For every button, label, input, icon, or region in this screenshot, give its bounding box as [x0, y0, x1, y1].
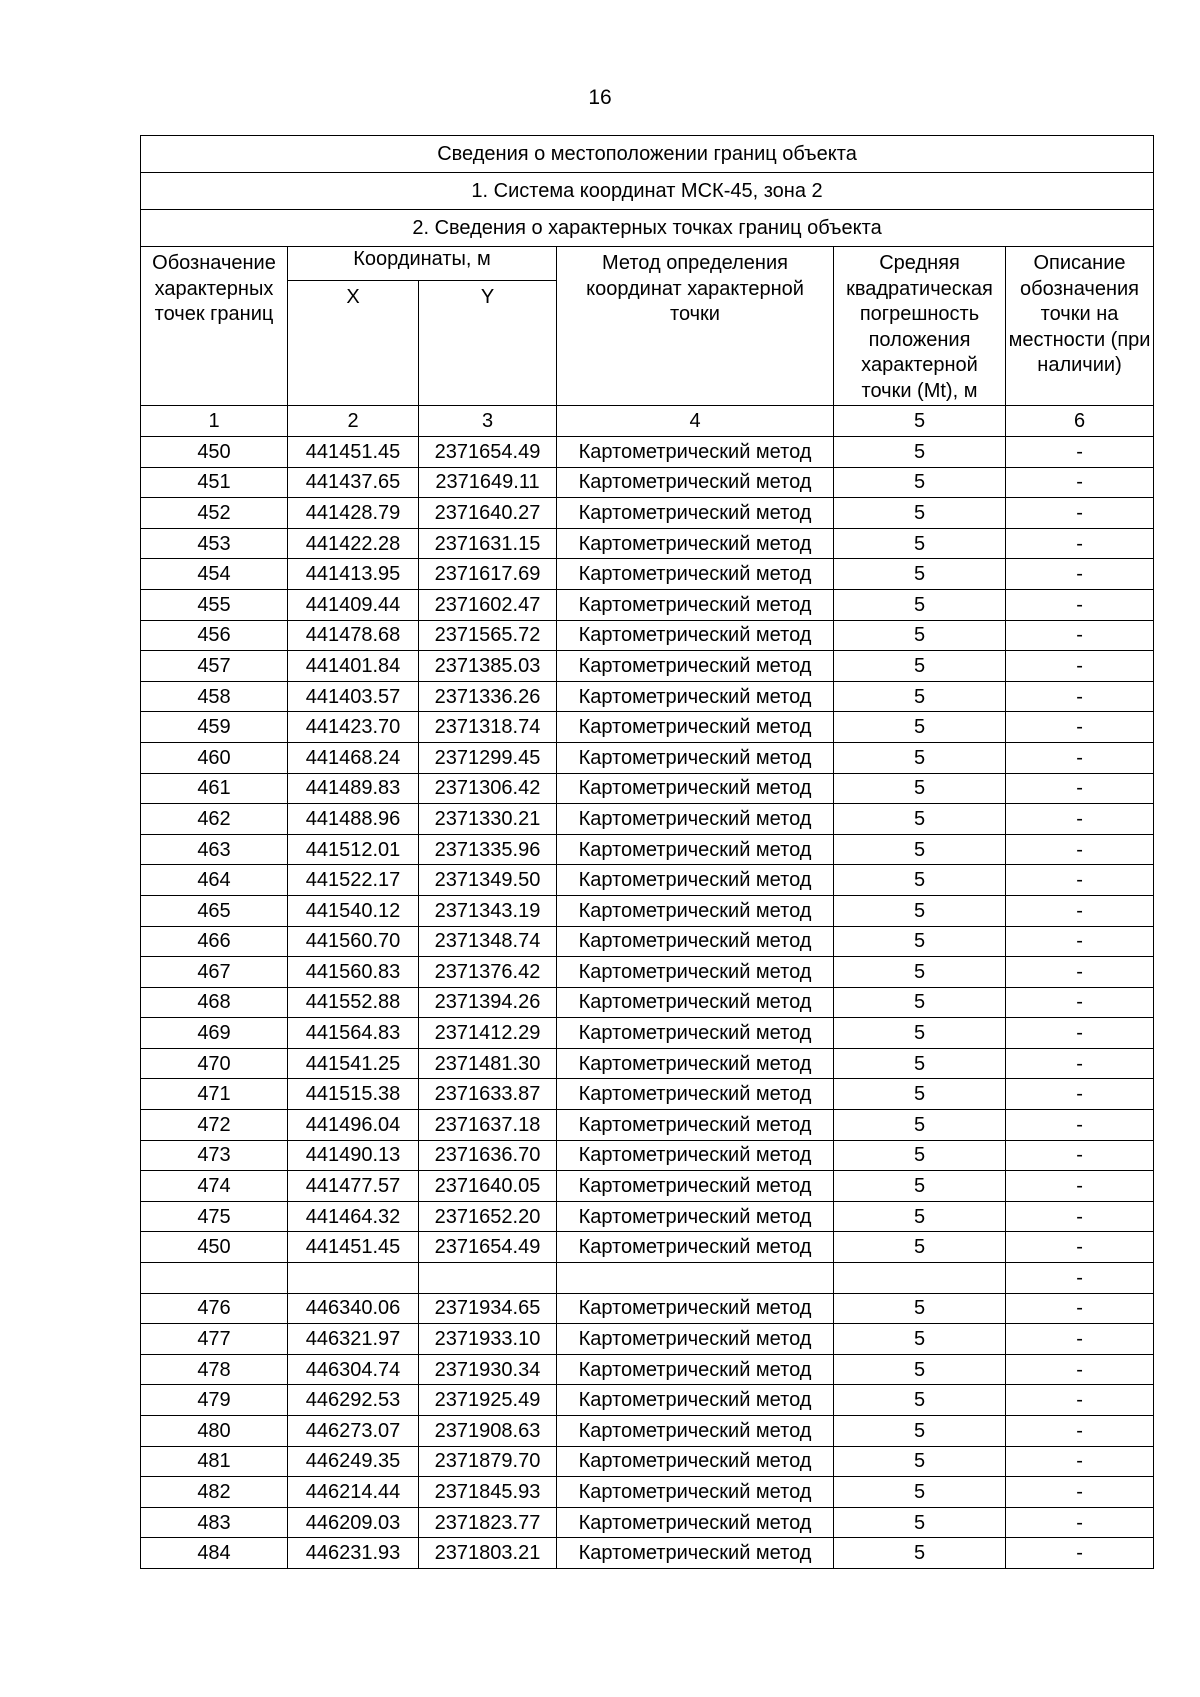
method-cell: Картометрический метод — [557, 987, 834, 1018]
accuracy-cell: 5 — [834, 895, 1006, 926]
x-cell: 446304.74 — [288, 1354, 419, 1385]
x-cell — [288, 1263, 419, 1294]
table-row — [141, 987, 1154, 1018]
y-cell: 2371617.69 — [419, 559, 557, 590]
table-row — [141, 1385, 1154, 1416]
table-row — [141, 1079, 1154, 1110]
y-cell: 2371649.11 — [419, 467, 557, 498]
y-cell: 2371318.74 — [419, 712, 557, 743]
boundary-points-table — [140, 135, 1154, 1569]
header-coordinates: Координаты, м — [288, 247, 557, 281]
description-cell: - — [1006, 1446, 1154, 1477]
x-cell: 446249.35 — [288, 1446, 419, 1477]
table-row — [141, 1354, 1154, 1385]
x-cell: 441409.44 — [288, 589, 419, 620]
section-title-row — [141, 210, 1154, 247]
table-row — [141, 1507, 1154, 1538]
y-cell: 2371343.19 — [419, 895, 557, 926]
x-cell: 441401.84 — [288, 651, 419, 682]
table-row — [141, 1416, 1154, 1447]
accuracy-cell: 5 — [834, 1232, 1006, 1263]
point-id-cell: 481 — [141, 1446, 288, 1477]
accuracy-cell: 5 — [834, 1293, 1006, 1324]
coordinate-system-row — [141, 173, 1154, 210]
accuracy-cell — [834, 1263, 1006, 1294]
x-cell: 441413.95 — [288, 559, 419, 590]
page-number: 16 — [588, 86, 612, 109]
table-row — [141, 1171, 1154, 1202]
table-row — [141, 1477, 1154, 1508]
point-id-cell: 459 — [141, 712, 288, 743]
method-cell: Картометрический метод — [557, 437, 834, 468]
y-cell: 2371934.65 — [419, 1293, 557, 1324]
y-cell: 2371385.03 — [419, 651, 557, 682]
method-cell: Картометрический метод — [557, 1048, 834, 1079]
description-cell: - — [1006, 895, 1154, 926]
accuracy-cell: 5 — [834, 742, 1006, 773]
accuracy-cell: 5 — [834, 1385, 1006, 1416]
x-cell: 441428.79 — [288, 498, 419, 529]
description-cell: - — [1006, 528, 1154, 559]
method-cell: Картометрический метод — [557, 559, 834, 590]
method-cell: Картометрический метод — [557, 1140, 834, 1171]
accuracy-cell: 5 — [834, 1324, 1006, 1355]
method-cell: Картометрический метод — [557, 1232, 834, 1263]
x-cell: 441488.96 — [288, 804, 419, 835]
table-row — [141, 437, 1154, 468]
table-row — [141, 1232, 1154, 1263]
x-cell: 441522.17 — [288, 865, 419, 896]
accuracy-cell: 5 — [834, 1416, 1006, 1447]
x-cell: 441423.70 — [288, 712, 419, 743]
point-id-cell: 467 — [141, 957, 288, 988]
y-cell: 2371823.77 — [419, 1507, 557, 1538]
y-cell: 2371908.63 — [419, 1416, 557, 1447]
column-number: 5 — [834, 406, 1006, 437]
method-cell: Картометрический метод — [557, 498, 834, 529]
x-cell: 446209.03 — [288, 1507, 419, 1538]
y-cell: 2371336.26 — [419, 681, 557, 712]
x-cell: 441489.83 — [288, 773, 419, 804]
header-accuracy: Средняя квадратическая погрешность положения характерной точки (Mt), м — [834, 247, 1006, 406]
y-cell: 2371481.30 — [419, 1048, 557, 1079]
table-row — [141, 1446, 1154, 1477]
y-cell: 2371925.49 — [419, 1385, 557, 1416]
x-cell: 446214.44 — [288, 1477, 419, 1508]
column-number-row — [141, 406, 1154, 437]
point-id-cell: 466 — [141, 926, 288, 957]
method-cell: Картометрический метод — [557, 1507, 834, 1538]
description-cell: - — [1006, 1232, 1154, 1263]
method-cell: Картометрический метод — [557, 926, 834, 957]
y-cell: 2371633.87 — [419, 1079, 557, 1110]
description-cell: - — [1006, 1079, 1154, 1110]
method-cell: Картометрический метод — [557, 1110, 834, 1141]
point-id-cell: 450 — [141, 1232, 288, 1263]
accuracy-cell: 5 — [834, 1354, 1006, 1385]
point-id-cell: 454 — [141, 559, 288, 590]
accuracy-cell: 5 — [834, 1201, 1006, 1232]
y-cell: 2371845.93 — [419, 1477, 557, 1508]
accuracy-cell: 5 — [834, 712, 1006, 743]
point-id-cell: 476 — [141, 1293, 288, 1324]
table-row — [141, 742, 1154, 773]
table-row — [141, 834, 1154, 865]
x-cell: 441564.83 — [288, 1018, 419, 1049]
method-cell — [557, 1263, 834, 1294]
y-cell: 2371652.20 — [419, 1201, 557, 1232]
method-cell: Картометрический метод — [557, 895, 834, 926]
accuracy-cell: 5 — [834, 987, 1006, 1018]
description-cell: - — [1006, 1110, 1154, 1141]
accuracy-cell: 5 — [834, 865, 1006, 896]
table-row — [141, 926, 1154, 957]
y-cell: 2371636.70 — [419, 1140, 557, 1171]
point-id-cell: 480 — [141, 1416, 288, 1447]
y-cell: 2371306.42 — [419, 773, 557, 804]
description-cell: - — [1006, 1263, 1154, 1294]
x-cell: 441512.01 — [288, 834, 419, 865]
x-cell: 441478.68 — [288, 620, 419, 651]
table-row — [141, 804, 1154, 835]
point-id-cell: 478 — [141, 1354, 288, 1385]
accuracy-cell: 5 — [834, 1538, 1006, 1569]
column-number: 3 — [419, 406, 557, 437]
x-cell: 441477.57 — [288, 1171, 419, 1202]
y-cell: 2371348.74 — [419, 926, 557, 957]
accuracy-cell: 5 — [834, 467, 1006, 498]
description-cell: - — [1006, 865, 1154, 896]
x-cell: 441403.57 — [288, 681, 419, 712]
table-row — [141, 620, 1154, 651]
accuracy-cell: 5 — [834, 804, 1006, 835]
point-id-cell: 453 — [141, 528, 288, 559]
point-id-cell: 451 — [141, 467, 288, 498]
description-cell: - — [1006, 681, 1154, 712]
description-cell: - — [1006, 467, 1154, 498]
x-cell: 441451.45 — [288, 437, 419, 468]
accuracy-cell: 5 — [834, 589, 1006, 620]
point-id-cell: 462 — [141, 804, 288, 835]
method-cell: Картометрический метод — [557, 1079, 834, 1110]
accuracy-cell: 5 — [834, 528, 1006, 559]
accuracy-cell: 5 — [834, 1507, 1006, 1538]
x-cell: 441496.04 — [288, 1110, 419, 1141]
x-cell: 441540.12 — [288, 895, 419, 926]
x-cell: 441552.88 — [288, 987, 419, 1018]
point-id-cell: 470 — [141, 1048, 288, 1079]
accuracy-cell: 5 — [834, 773, 1006, 804]
y-cell: 2371412.29 — [419, 1018, 557, 1049]
x-cell: 441468.24 — [288, 742, 419, 773]
accuracy-cell: 5 — [834, 437, 1006, 468]
table-row — [141, 865, 1154, 896]
description-cell: - — [1006, 834, 1154, 865]
y-cell: 2371376.42 — [419, 957, 557, 988]
point-id-cell: 475 — [141, 1201, 288, 1232]
method-cell: Картометрический метод — [557, 742, 834, 773]
x-cell: 446231.93 — [288, 1538, 419, 1569]
description-cell: - — [1006, 1048, 1154, 1079]
coordinate-system: 1. Система координат МСК-45, зона 2 — [141, 173, 1154, 210]
table-row — [141, 773, 1154, 804]
table-row — [141, 1263, 1154, 1294]
description-cell: - — [1006, 926, 1154, 957]
y-cell: 2371640.05 — [419, 1171, 557, 1202]
table-row — [141, 498, 1154, 529]
header-description: Описание обозначения точки на местности (при наличии) — [1006, 247, 1154, 406]
method-cell: Картометрический метод — [557, 620, 834, 651]
header-point: Обозначение характерных точек границ — [141, 247, 288, 406]
header-row — [141, 247, 1154, 281]
method-cell: Картометрический метод — [557, 589, 834, 620]
description-cell: - — [1006, 773, 1154, 804]
column-number: 1 — [141, 406, 288, 437]
method-cell: Картометрический метод — [557, 712, 834, 743]
x-cell: 441541.25 — [288, 1048, 419, 1079]
description-cell: - — [1006, 1018, 1154, 1049]
accuracy-cell: 5 — [834, 559, 1006, 590]
point-id-cell: 477 — [141, 1324, 288, 1355]
method-cell: Картометрический метод — [557, 467, 834, 498]
accuracy-cell: 5 — [834, 1079, 1006, 1110]
y-cell: 2371930.34 — [419, 1354, 557, 1385]
method-cell: Картометрический метод — [557, 651, 834, 682]
x-cell: 446273.07 — [288, 1416, 419, 1447]
accuracy-cell: 5 — [834, 1048, 1006, 1079]
method-cell: Картометрический метод — [557, 1293, 834, 1324]
y-cell: 2371299.45 — [419, 742, 557, 773]
point-id-cell: 468 — [141, 987, 288, 1018]
y-cell: 2371933.10 — [419, 1324, 557, 1355]
x-cell: 441515.38 — [288, 1079, 419, 1110]
description-cell: - — [1006, 742, 1154, 773]
x-cell: 441437.65 — [288, 467, 419, 498]
table-row — [141, 712, 1154, 743]
point-id-cell: 482 — [141, 1477, 288, 1508]
y-cell: 2371640.27 — [419, 498, 557, 529]
accuracy-cell: 5 — [834, 1171, 1006, 1202]
y-cell: 2371394.26 — [419, 987, 557, 1018]
point-id-cell: 474 — [141, 1171, 288, 1202]
point-id-cell: 464 — [141, 865, 288, 896]
description-cell: - — [1006, 1416, 1154, 1447]
description-cell: - — [1006, 804, 1154, 835]
y-cell: 2371654.49 — [419, 437, 557, 468]
table-body — [141, 136, 1154, 1569]
description-cell: - — [1006, 957, 1154, 988]
y-cell: 2371602.47 — [419, 589, 557, 620]
header-x: X — [288, 281, 419, 406]
table-row — [141, 467, 1154, 498]
table-row — [141, 957, 1154, 988]
x-cell: 441464.32 — [288, 1201, 419, 1232]
method-cell: Картометрический метод — [557, 1416, 834, 1447]
point-id-cell: 457 — [141, 651, 288, 682]
y-cell: 2371803.21 — [419, 1538, 557, 1569]
method-cell: Картометрический метод — [557, 1385, 834, 1416]
method-cell: Картометрический метод — [557, 1018, 834, 1049]
table-row — [141, 1201, 1154, 1232]
method-cell: Картометрический метод — [557, 957, 834, 988]
table-row — [141, 528, 1154, 559]
x-cell: 446340.06 — [288, 1293, 419, 1324]
x-cell: 446321.97 — [288, 1324, 419, 1355]
description-cell: - — [1006, 1507, 1154, 1538]
column-number: 6 — [1006, 406, 1154, 437]
point-id-cell: 460 — [141, 742, 288, 773]
table-row — [141, 681, 1154, 712]
method-cell: Картометрический метод — [557, 1324, 834, 1355]
point-id-cell: 456 — [141, 620, 288, 651]
method-cell: Картометрический метод — [557, 773, 834, 804]
x-cell: 441422.28 — [288, 528, 419, 559]
accuracy-cell: 5 — [834, 1018, 1006, 1049]
point-id-cell: 452 — [141, 498, 288, 529]
description-cell: - — [1006, 1354, 1154, 1385]
section-title: 2. Сведения о характерных точках границ объекта — [141, 210, 1154, 247]
method-cell: Картометрический метод — [557, 1354, 834, 1385]
y-cell — [419, 1263, 557, 1294]
y-cell: 2371349.50 — [419, 865, 557, 896]
table-row — [141, 1324, 1154, 1355]
method-cell: Картометрический метод — [557, 528, 834, 559]
table-title: Сведения о местоположении границ объекта — [141, 136, 1154, 173]
x-cell: 441451.45 — [288, 1232, 419, 1263]
point-id-cell: 469 — [141, 1018, 288, 1049]
method-cell: Картометрический метод — [557, 804, 834, 835]
method-cell: Картометрический метод — [557, 1477, 834, 1508]
accuracy-cell: 5 — [834, 681, 1006, 712]
table-row — [141, 1048, 1154, 1079]
description-cell: - — [1006, 559, 1154, 590]
accuracy-cell: 5 — [834, 1140, 1006, 1171]
method-cell: Картометрический метод — [557, 681, 834, 712]
description-cell: - — [1006, 1477, 1154, 1508]
description-cell: - — [1006, 437, 1154, 468]
column-number: 2 — [288, 406, 419, 437]
method-cell: Картометрический метод — [557, 1171, 834, 1202]
accuracy-cell: 5 — [834, 1477, 1006, 1508]
description-cell: - — [1006, 1324, 1154, 1355]
header-method: Метод определения координат характерной точки — [557, 247, 834, 406]
table-row — [141, 1538, 1154, 1569]
description-cell: - — [1006, 620, 1154, 651]
accuracy-cell: 5 — [834, 651, 1006, 682]
point-id-cell: 471 — [141, 1079, 288, 1110]
point-id-cell: 455 — [141, 589, 288, 620]
point-id-cell: 461 — [141, 773, 288, 804]
point-id-cell: 473 — [141, 1140, 288, 1171]
point-id-cell: 465 — [141, 895, 288, 926]
description-cell: - — [1006, 1201, 1154, 1232]
y-cell: 2371565.72 — [419, 620, 557, 651]
accuracy-cell: 5 — [834, 620, 1006, 651]
point-id-cell: 450 — [141, 437, 288, 468]
point-id-cell: 463 — [141, 834, 288, 865]
accuracy-cell: 5 — [834, 498, 1006, 529]
description-cell: - — [1006, 987, 1154, 1018]
method-cell: Картометрический метод — [557, 1446, 834, 1477]
description-cell: - — [1006, 1140, 1154, 1171]
y-cell: 2371637.18 — [419, 1110, 557, 1141]
table-row — [141, 895, 1154, 926]
point-id-cell — [141, 1263, 288, 1294]
table-title-row — [141, 136, 1154, 173]
x-cell: 441490.13 — [288, 1140, 419, 1171]
x-cell: 446292.53 — [288, 1385, 419, 1416]
point-id-cell: 479 — [141, 1385, 288, 1416]
point-id-cell: 484 — [141, 1538, 288, 1569]
x-cell: 441560.70 — [288, 926, 419, 957]
point-id-cell: 472 — [141, 1110, 288, 1141]
description-cell: - — [1006, 712, 1154, 743]
x-cell: 441560.83 — [288, 957, 419, 988]
table-row — [141, 589, 1154, 620]
column-number: 4 — [557, 406, 834, 437]
accuracy-cell: 5 — [834, 1110, 1006, 1141]
y-cell: 2371335.96 — [419, 834, 557, 865]
y-cell: 2371654.49 — [419, 1232, 557, 1263]
table-row — [141, 559, 1154, 590]
table-row — [141, 1140, 1154, 1171]
y-cell: 2371879.70 — [419, 1446, 557, 1477]
description-cell: - — [1006, 651, 1154, 682]
accuracy-cell: 5 — [834, 834, 1006, 865]
point-id-cell: 483 — [141, 1507, 288, 1538]
description-cell: - — [1006, 1538, 1154, 1569]
method-cell: Картометрический метод — [557, 865, 834, 896]
y-cell: 2371631.15 — [419, 528, 557, 559]
method-cell: Картометрический метод — [557, 1201, 834, 1232]
accuracy-cell: 5 — [834, 957, 1006, 988]
description-cell: - — [1006, 498, 1154, 529]
description-cell: - — [1006, 589, 1154, 620]
description-cell: - — [1006, 1293, 1154, 1324]
point-id-cell: 458 — [141, 681, 288, 712]
table-row — [141, 1018, 1154, 1049]
table-row — [141, 1110, 1154, 1141]
method-cell: Картометрический метод — [557, 834, 834, 865]
table-row — [141, 651, 1154, 682]
header-y: Y — [419, 281, 557, 406]
description-cell: - — [1006, 1385, 1154, 1416]
method-cell: Картометрический метод — [557, 1538, 834, 1569]
description-cell: - — [1006, 1171, 1154, 1202]
y-cell: 2371330.21 — [419, 804, 557, 835]
accuracy-cell: 5 — [834, 926, 1006, 957]
accuracy-cell: 5 — [834, 1446, 1006, 1477]
table-row — [141, 1293, 1154, 1324]
